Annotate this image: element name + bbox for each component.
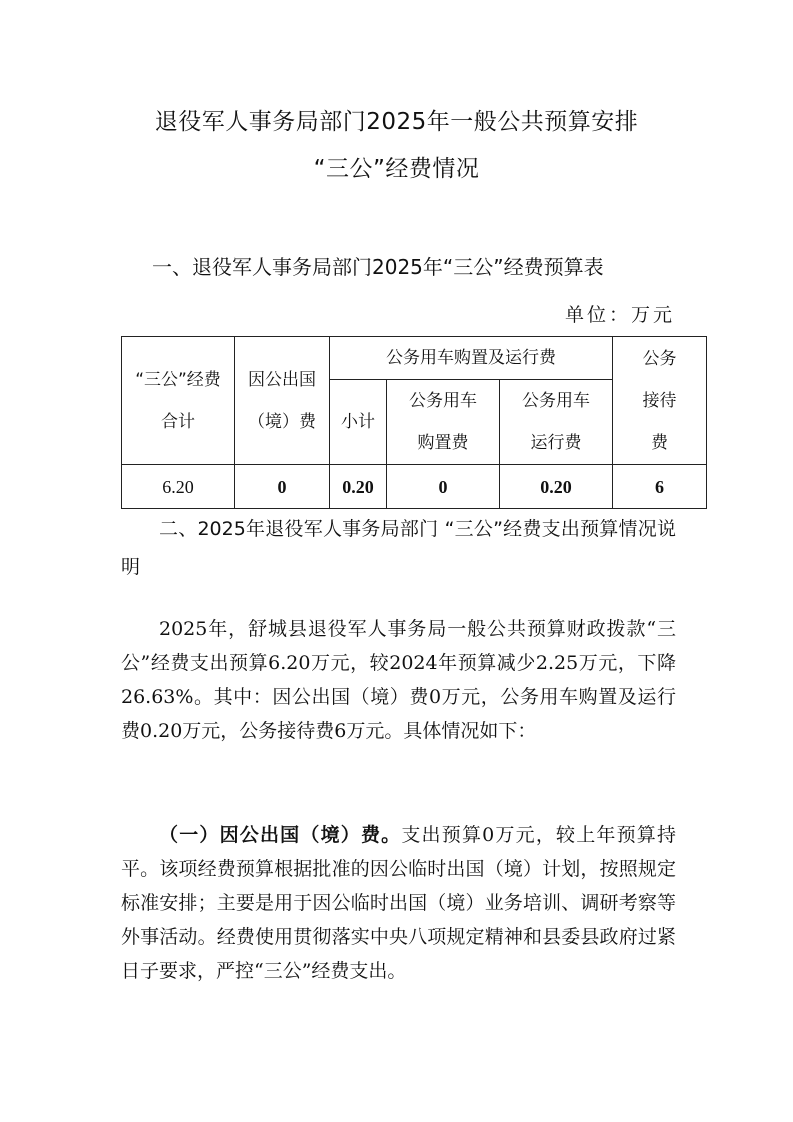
section2-heading: 二、2025年退役军人事务局部门 “三公”经费支出预算情况说明 [121,518,676,578]
section1-heading: 一、退役军人事务局部门2025年“三公”经费预算表 [152,255,604,279]
header-overseas [235,337,330,465]
header-vehicle-operation-text: 公务用车运行费 [522,391,590,453]
paragraph-summary: 2025年，舒城县退役军人事务局一般公共预算财政拨款“三公”经费支出预算6.20万元，较2024年预算减少2.25万元，下降26.63%。其中：因公出国（境）费0万元，公务用车购置及运行费0.20万元，公务接待费6万元。具体情况如下： [121,618,676,742]
header-subtotal: 小计 [330,380,387,465]
header-vehicle-purchase [387,380,500,465]
cell-reception: 6 [613,465,707,509]
header-overseas-text: 因公出国（境）费 [248,369,316,432]
cell-vehicle-operation: 0.20 [500,465,613,509]
unit-label: 单位：万元 [564,304,675,326]
paragraph-overseas-body: 支出预算0万元，较上年预算持平。该项经费预算根据批准的因公临时出国（境）计划，按照规定标准安排；主要是用于因公临时出国（境）业务培训、调研考察等外事活动。经费使用贯彻落实中央八项规定精神和县委县政府过紧日子要求，严控“三公”经费支出。 [121,824,676,982]
header-vehicle-purchase-text: 公务用车购置费 [409,391,477,453]
cell-vehicle-purchase: 0 [387,465,500,509]
paragraph-overseas-lead: （一）因公出国（境）费。 [159,824,402,846]
budget-table [121,336,707,509]
header-total [122,337,235,465]
document-title-line2: “三公”经费情况 [313,156,480,182]
header-vehicle-operation [500,380,613,465]
header-reception-text: 公务接待费 [642,348,677,453]
header-reception [613,337,707,465]
cell-subtotal: 0.20 [330,465,387,509]
paragraph-overseas [121,818,676,988]
cell-overseas: 0 [235,465,330,509]
document-title-line1: 退役军人事务局部门2025年一般公共预算安排 [154,109,639,135]
header-total-text: “三公”经费合计 [135,369,221,432]
header-vehicle-group: 公务用车购置及运行费 [330,337,613,380]
cell-total: 6.20 [122,465,235,509]
